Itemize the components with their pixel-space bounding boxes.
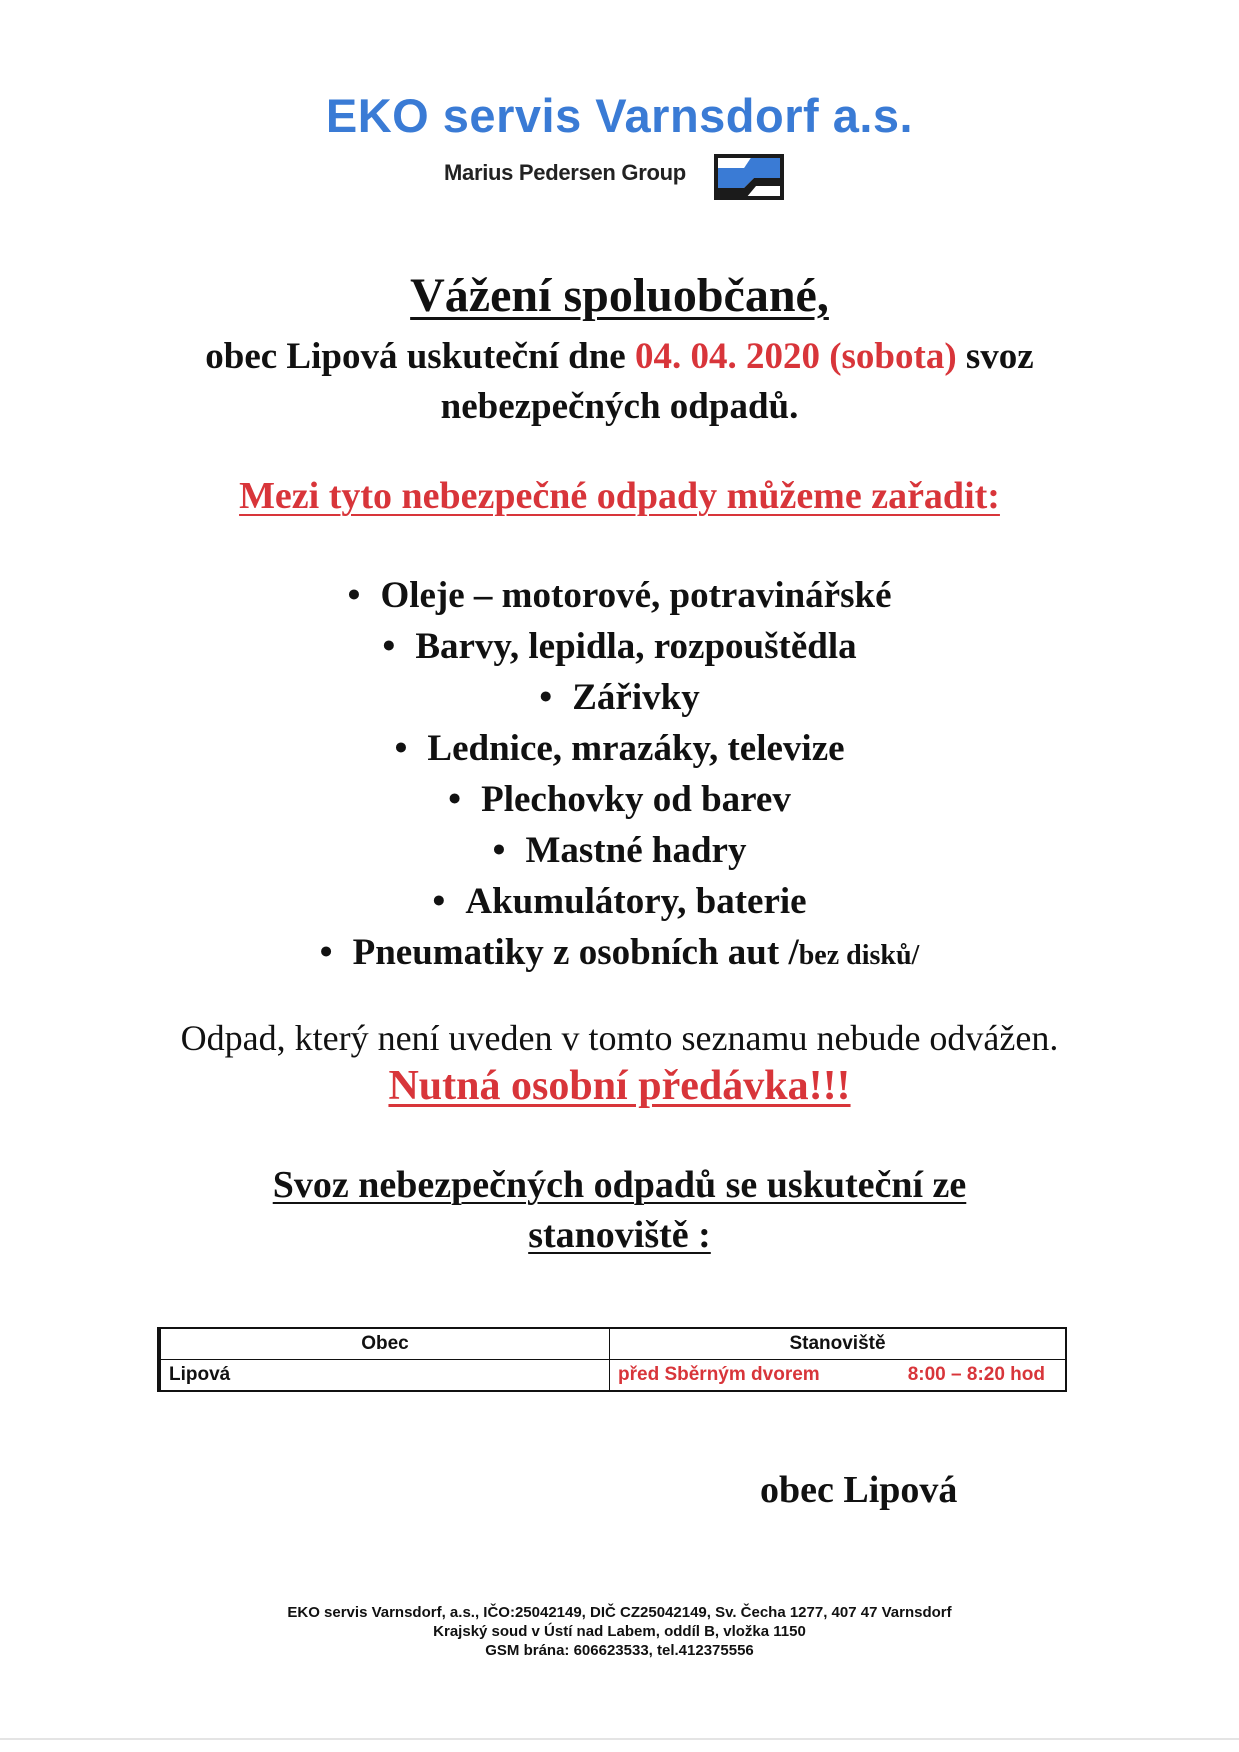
cell-place: před Sběrným dvorem [618, 1364, 820, 1385]
collection-stops-table [157, 1327, 1067, 1392]
signature: obec Lipová [760, 1469, 958, 1511]
list-item: • Lednice, mrazáky, televize [0, 723, 1239, 774]
group-name: Marius Pedersen Group [444, 160, 686, 185]
list-item: • Oleje – motorové, potravinářské [0, 570, 1239, 621]
company-name: EKO servis Varnsdorf a.s. [325, 89, 914, 142]
intro-text [0, 332, 1239, 432]
list-item: • Pneumatiky z osobních aut /bez disků/ [0, 927, 1239, 981]
intro-before: obec Lipová uskuteční dne [205, 336, 626, 377]
cell-stanoviste [610, 1360, 1067, 1392]
list-heading: Mezi tyto nebezpečné odpady můžeme zařadit: [239, 475, 1000, 517]
table-row [159, 1360, 1066, 1392]
greeting: Vážení spoluobčané, [410, 269, 829, 322]
intro-after: svoz [965, 336, 1034, 377]
site-heading-line1: Svoz nebezpečných odpadů se uskuteční ze [272, 1164, 967, 1206]
collection-date: 04. 04. 2020 (sobota) [634, 336, 957, 377]
list-item-suffix: bez disků/ [798, 940, 920, 971]
personal-handover-note: Nutná osobní předávka!!! [388, 1063, 851, 1109]
footer-line1: EKO servis Varnsdorf, a.s., IČO:25042149, DIČ CZ25042149, Sv. Čecha 1277, 407 47 Varnsdorf [287, 1604, 952, 1621]
list-item: • Akumulátory, baterie [0, 876, 1239, 927]
intro-line2: nebezpečných odpadů. [440, 386, 799, 427]
cell-obec: Lipová [159, 1360, 610, 1392]
column-header-obec: Obec [159, 1328, 610, 1360]
list-item: • Plechovky od barev [0, 774, 1239, 825]
list-item: • Barvy, lepidla, rozpouštědla [0, 621, 1239, 672]
footer-line3: GSM brána: 606623533, tel.412375556 [485, 1642, 754, 1659]
list-item: • Zářivky [0, 672, 1239, 723]
not-listed-note: Odpad, který není uveden v tomto seznamu nebude odvážen. [180, 1018, 1059, 1058]
site-heading-line2: stanoviště : [528, 1214, 711, 1256]
cell-time: 8:00 – 8:20 hod [907, 1364, 1045, 1385]
site-heading [0, 1160, 1239, 1260]
list-item: • Mastné hadry [0, 825, 1239, 876]
table-header-row [159, 1328, 1066, 1360]
column-header-stanoviste: Stanoviště [610, 1328, 1067, 1360]
scan-edge-line [0, 1738, 1239, 1740]
group-line [444, 152, 804, 202]
marius-pedersen-logo-icon [714, 154, 784, 200]
footer-line2: Krajský soud v Ústí nad Labem, oddíl B, vložka 1150 [433, 1623, 806, 1640]
footer [0, 1603, 1239, 1660]
waste-list [0, 570, 1239, 981]
